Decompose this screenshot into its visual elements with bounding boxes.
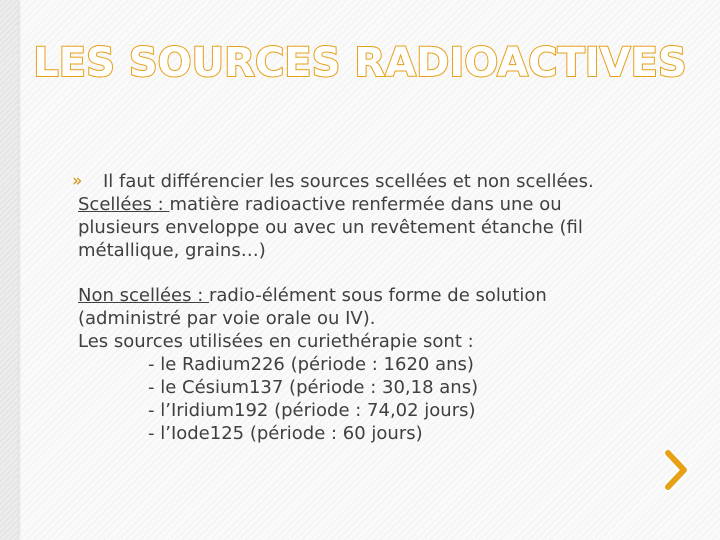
sources-intro: Les sources utilisées en curiethérapie sont :	[78, 331, 474, 352]
source-item: - le Césium137 (période : 30,18 ans)	[148, 377, 479, 398]
source-item: - l’Iridium192 (période : 74,02 jours)	[148, 400, 476, 421]
unsealed-paragraph	[78, 284, 648, 330]
slide-title: LES SOURCES RADIOACTIVES	[33, 40, 687, 86]
unsealed-label: Non scellées :	[78, 285, 209, 306]
unsealed-text: radio-élément sous forme de solution (administré par voie orale ou IV).	[78, 285, 547, 329]
source-item: - le Radium226 (période : 1620 ans)	[148, 354, 474, 375]
intro-text: Il faut différencier les sources scellées et non scellées.	[103, 171, 594, 192]
sealed-paragraph	[78, 193, 648, 262]
sealed-text: matière radioactive renfermée dans une ou plusieurs enveloppe ou avec un revêtement étanche (fil métallique, grains…)	[78, 194, 583, 261]
sealed-label: Scellées :	[78, 194, 170, 215]
source-item: - l’Iode125 (période : 60 jours)	[148, 423, 423, 444]
slide-body	[72, 170, 648, 445]
chevron-right-icon[interactable]	[664, 450, 690, 490]
intro-paragraph	[72, 170, 648, 193]
bullet-marker: »	[72, 171, 83, 191]
